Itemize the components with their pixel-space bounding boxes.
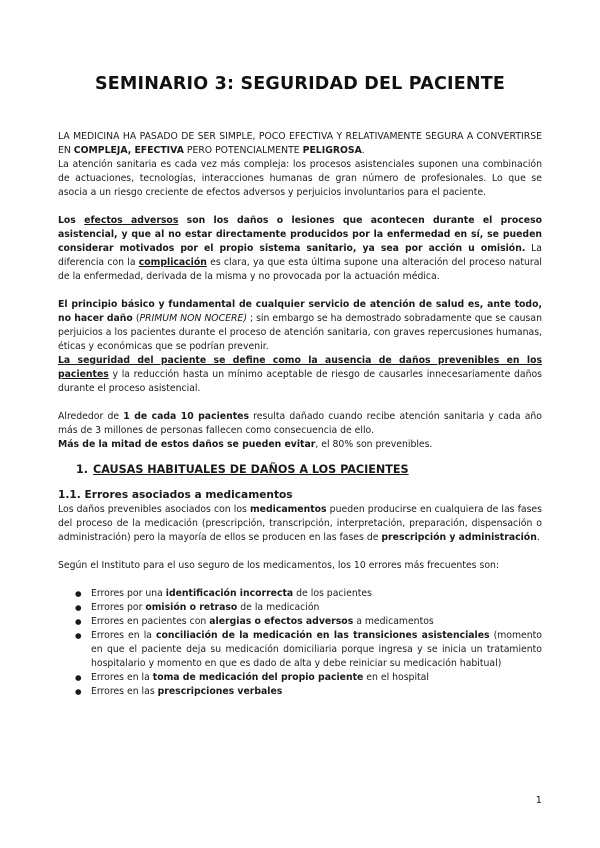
bold-text: Los — [58, 215, 85, 226]
text: Alrededor de — [58, 411, 124, 422]
text: LA MEDICINA HA PASADO DE SER SIMPLE, POCO EFECTIVA Y RELATIVAMENTE SEGURA A CONVERTIRSE EN — [58, 131, 542, 156]
bold-underlined-text: efectos adversos — [84, 215, 179, 226]
adverse-effects-paragraph — [58, 214, 542, 284]
section-heading-1 — [58, 462, 542, 478]
bold-text: Más de la mitad de estos daños se pueden evitar — [58, 439, 316, 450]
page-number: 1 — [535, 795, 542, 806]
page-title: SEMINARIO 3: SEGURIDAD DEL PACIENTE — [94, 74, 506, 94]
text: . — [536, 532, 540, 543]
preventable-paragraph — [58, 438, 542, 452]
text: La diferencia con la — [58, 243, 542, 268]
section-title: CAUSAS HABITUALES DE DAÑOS A LOS PACIENTES — [93, 463, 409, 476]
bold-text: medicamentos — [249, 504, 327, 515]
text: pueden producirse en cualquiera de las fases del proceso de la medicación (prescripción, transcripción, interpretación, preparación, dispensación o administración) pero la mayoría de ellos se producen en las fases de — [58, 504, 542, 543]
text: PERO POTENCIALMENTE — [183, 145, 303, 156]
text: es clara, ya que esta última supone una alteración del proceso natural de la enfermedad, derivada de la misma y no provocada por la actuación médica. — [58, 257, 543, 282]
errors-list — [58, 587, 542, 699]
bold-underlined-text: La seguridad del paciente se define como la ausencia de daños prevenibles en los pacientes — [58, 355, 542, 380]
principle-paragraph — [58, 298, 542, 354]
text: . — [361, 145, 365, 156]
section-number: 1. — [76, 463, 89, 476]
bold-text: PELIGROSA — [302, 145, 362, 156]
errors-intro-paragraph: Según el Instituto para el uso seguro de los medicamentos, los 10 errores más frecuentes son: — [58, 560, 500, 571]
medication-paragraph — [58, 503, 542, 545]
complexity-paragraph: La atención sanitaria es cada vez más compleja: los procesos asistenciales suponen una combinación de actuaciones, tecnologías, interacciones humanas de gran número de profesionales. Lo que se asocia a un riesgo creciente de efectos adversos y perjuicios involuntarios para el paciente. — [58, 159, 542, 198]
intro-paragraph — [58, 130, 542, 158]
text: , el 80% son prevenibles. — [315, 439, 433, 450]
bold-text: 1 de cada 10 pacientes — [123, 411, 249, 422]
bold-text: prescripción y administración — [381, 532, 537, 543]
document-body — [58, 130, 542, 699]
italic-text: PRIMUM NON NOCERE) — [139, 313, 247, 324]
bold-text: El principio básico y fundamental de cualquier servicio de atención de salud es, ante todo, no hacer daño — [58, 299, 542, 324]
safety-definition-paragraph — [58, 354, 542, 396]
statistics-paragraph — [58, 410, 542, 438]
subsection-heading-1-1: 1.1. Errores asociados a medicamentos — [58, 489, 293, 501]
bold-text: COMPLEJA, EFECTIVA — [73, 145, 184, 156]
list-item: ● Errores en la toma de medicación del propio paciente en el hospital — [58, 671, 542, 685]
bold-underlined-text: complicación — [138, 257, 207, 268]
list-item: ● Errores en la conciliación de la medicación en las transiciones asistenciales (momento en que el paciente deja su medicación domiciliaria porque ingresa y se inicia un tratamiento hospitalario y momento en que es dado de alta y debe reiniciar su medicación habitual) — [58, 629, 542, 671]
text: resulta dañado cuando recibe atención sanitaria y cada año más de 3 millones de personas fallecen como consecuencia de ello. — [58, 411, 542, 436]
text: ; sin embargo se ha demostrado sobradamente que se causan perjuicios a los pacientes durante el proceso de atención sanitaria, con graves repercusiones humanas, éticas y económicas que se podrían prevenir. — [58, 313, 542, 352]
list-item: ● Errores en las prescripciones verbales — [58, 685, 542, 699]
text: ( — [132, 313, 140, 324]
bold-text: son los daños o lesiones que acontecen durante el proceso asistencial, y que al no estar directamente producidos por la enfermedad en sí, se pueden considerar motivados por el propio sistema sanitario, ya sea por acción u omisión. — [58, 215, 542, 254]
text: y la reducción hasta un mínimo aceptable de riesgo de causarles innecesariamente daños durante el proceso asistencial. — [58, 369, 542, 394]
list-item: ● Errores en pacientes con alergias o efectos adversos a medicamentos — [58, 615, 542, 629]
list-item: ● Errores por omisión o retraso de la medicación — [58, 601, 542, 615]
list-item: ● Errores por una identificación incorrecta de los pacientes — [58, 587, 542, 601]
text: Los daños prevenibles asociados con los — [58, 504, 250, 515]
